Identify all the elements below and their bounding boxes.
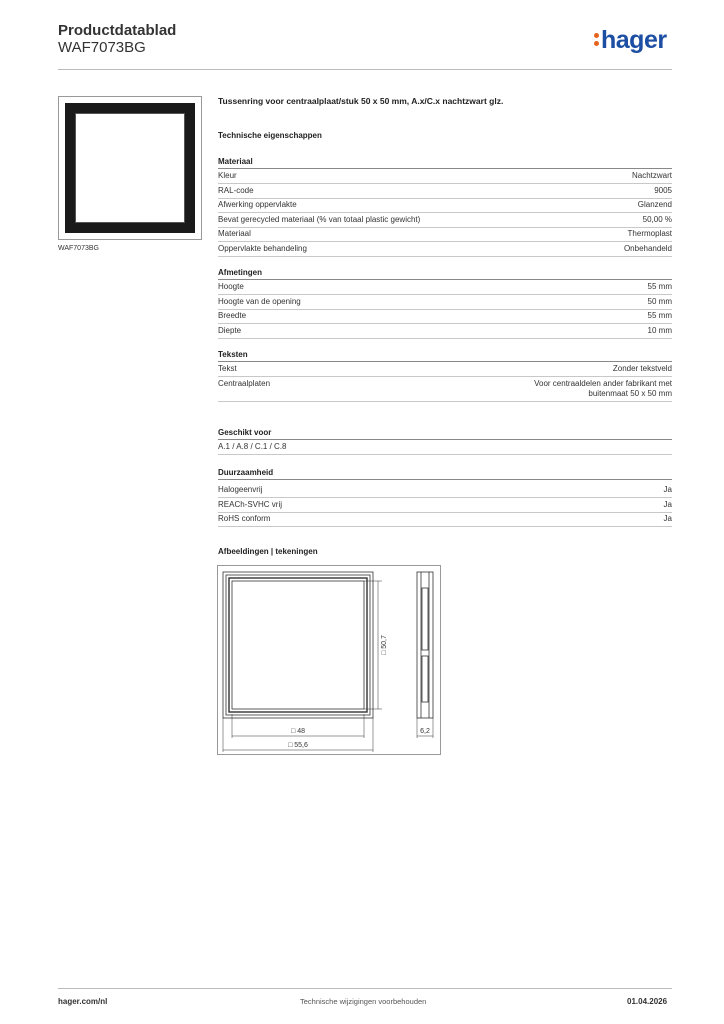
group-title-teksten: Teksten: [218, 350, 672, 362]
table-row: Oppervlakte behandeling Onbehandeld: [218, 242, 672, 257]
table-row: Hoogte van de opening 50 mm: [218, 295, 672, 310]
product-code: WAF7073BG: [58, 39, 146, 56]
table-row: Tekst Zonder tekstveld: [218, 362, 672, 377]
hager-logo[interactable]: [594, 26, 667, 55]
group-title-materiaal: Materiaal: [218, 157, 672, 169]
dim-depth-label: 6,2: [420, 728, 430, 735]
table-row: Kleur Nachtzwart: [218, 169, 672, 184]
table-row: RoHS conform Ja: [218, 512, 672, 527]
dim-outer-label: □ 55,6: [288, 742, 308, 749]
table-row: REACh-SVHC vrij Ja: [218, 498, 672, 513]
frame-picture: [65, 103, 195, 233]
footer-date: 01.04.2026: [627, 997, 668, 1006]
table-row: Halogeenvrij Ja: [218, 483, 672, 498]
group-title-afmetingen: Afmetingen: [218, 268, 672, 280]
group-title-duurzaamheid: Duurzaamheid: [218, 468, 672, 480]
dim-inner-label: □ 48: [291, 728, 305, 735]
section-title: Technische eigenschappen: [218, 131, 322, 140]
technical-drawing: [217, 565, 441, 755]
group-title-geschikt-voor: Geschikt voor: [218, 428, 672, 440]
table-row: RAL-code 9005: [218, 184, 672, 199]
table-row: Breedte 55 mm: [218, 309, 672, 324]
logo-text: hager: [601, 26, 667, 54]
dim-height-label: □ 50,7: [381, 635, 388, 655]
table-row: Hoogte 55 mm: [218, 280, 672, 295]
table-row: Diepte 10 mm: [218, 324, 672, 339]
drawings-title: Afbeeldingen | tekeningen: [218, 547, 318, 556]
footer-disclaimer: Technische wijzigingen voorbehouden: [300, 997, 427, 1006]
table-row: Afwerking oppervlakte Glanzend: [218, 198, 672, 213]
product-image: [58, 96, 202, 240]
dimension-drawing: [218, 566, 440, 754]
table-row: Centraalplaten Voor centraaldelen ander fabrikant met buitenmaat 50 x 50 mm: [218, 377, 672, 402]
outer-frame: [223, 572, 373, 718]
product-image-caption: WAF7073BG: [58, 245, 99, 252]
table-row: Materiaal Thermoplast: [218, 227, 672, 242]
table-row: A.1 / A.8 / C.1 / C.8: [218, 440, 672, 455]
document-title: Productdatablad: [58, 22, 177, 39]
logo-dots-icon: [594, 33, 600, 49]
footer-divider: [58, 988, 672, 989]
product-description: Tussenring voor centraalplaat/stuk 50 x 50 mm, A.x/C.x nachtzwart glz.: [218, 96, 504, 106]
header-divider: [58, 69, 672, 70]
footer-website-link[interactable]: hager.com/nl: [58, 997, 108, 1006]
table-row: Bevat gerecycled materiaal (% van totaal plastic gewicht) 50,00 %: [218, 213, 672, 228]
